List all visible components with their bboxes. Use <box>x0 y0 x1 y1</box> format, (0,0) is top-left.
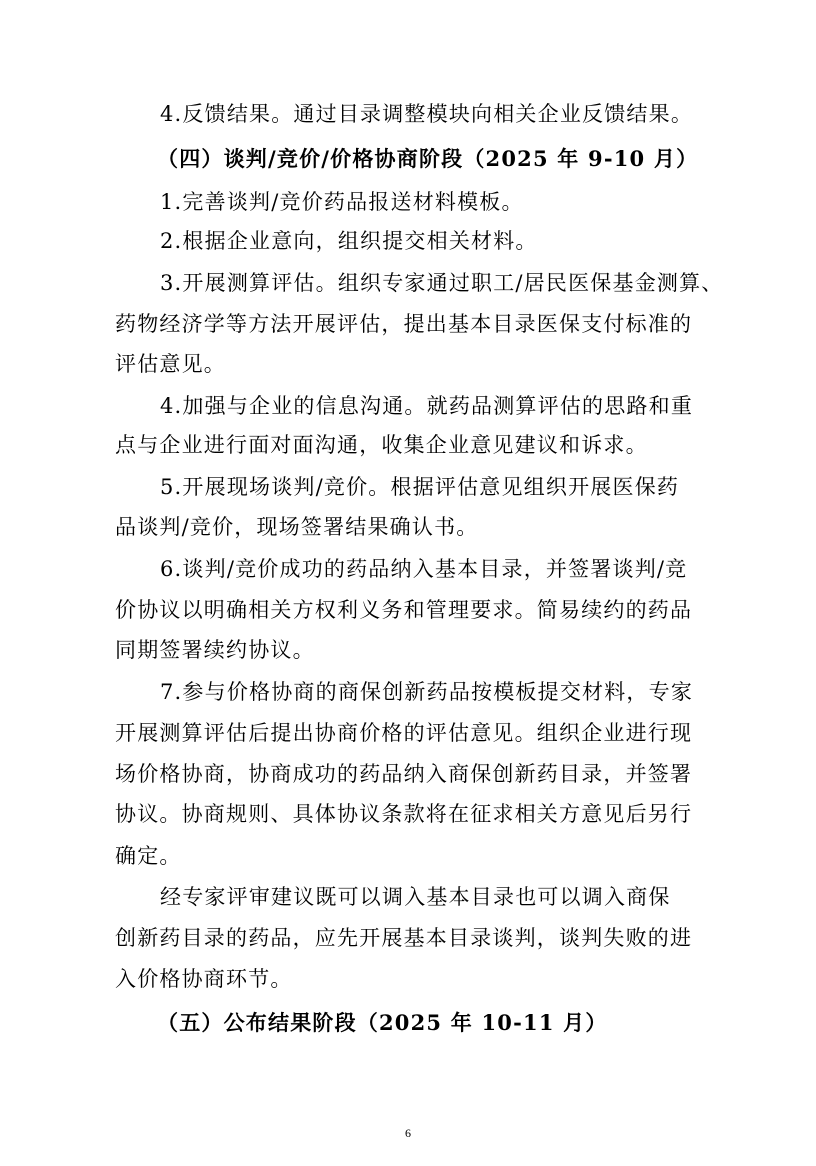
text-line: 6.谈判/竞价成功的药品纳入基本目录，并签署谈判/竞 <box>160 557 688 581</box>
text-line: 创新药目录的药品，应先开展基本目录谈判，谈判失败的进 <box>115 926 693 950</box>
page-number: 6 <box>405 1126 411 1140</box>
text-line: 4.反馈结果。通过目录调整模块向相关企业反馈结果。 <box>160 102 694 126</box>
text-line: 1.完善谈判/竞价药品报送材料模板。 <box>160 190 524 214</box>
text-line: 经专家评审建议既可以调入基本目录也可以调入商保 <box>160 885 671 909</box>
text-line: 场价格协商，协商成功的药品纳入商保创新药目录，并签署 <box>115 762 693 786</box>
text-line: 价协议以明确相关方权利义务和管理要求。简易续约的药品 <box>115 598 693 622</box>
text-line: 同期签署续约协议。 <box>115 638 315 662</box>
text-line: 药物经济学等方法开展评估，提出基本目录医保支付标准的 <box>115 312 693 336</box>
text-line: 开展测算评估后提出协商价格的评估意见。组织企业进行现 <box>115 721 693 745</box>
text-line: 协议。协商规则、具体协议条款将在征求相关方意见后另行 <box>115 802 693 826</box>
text-line: 5.开展现场谈判/竞价。根据评估意见组织开展医保药 <box>160 475 680 499</box>
section-heading-5: （五）公布结果阶段（2025 年 10-11 月） <box>157 1010 608 1035</box>
text-line: 2.根据企业意向，组织提交相关材料。 <box>160 229 538 253</box>
text-line: 7.参与价格协商的商保创新药品按模板提交材料，专家 <box>160 680 694 704</box>
text-line: 4.加强与企业的信息沟通。就药品测算评估的思路和重 <box>160 394 694 418</box>
text-line: 确定。 <box>115 844 182 868</box>
text-line: 3.开展测算评估。组织专家通过职工/居民医保基金测算、 <box>160 271 724 295</box>
text-line: 评估意见。 <box>115 352 226 376</box>
text-line: 入价格协商环节。 <box>115 967 293 991</box>
section-heading-4: （四）谈判/竞价/价格协商阶段（2025 年 9-10 月） <box>157 146 699 171</box>
text-line: 点与企业进行面对面沟通，收集企业意见建议和诉求。 <box>115 433 648 457</box>
text-line: 品谈判/竞价，现场签署结果确认书。 <box>115 515 479 539</box>
